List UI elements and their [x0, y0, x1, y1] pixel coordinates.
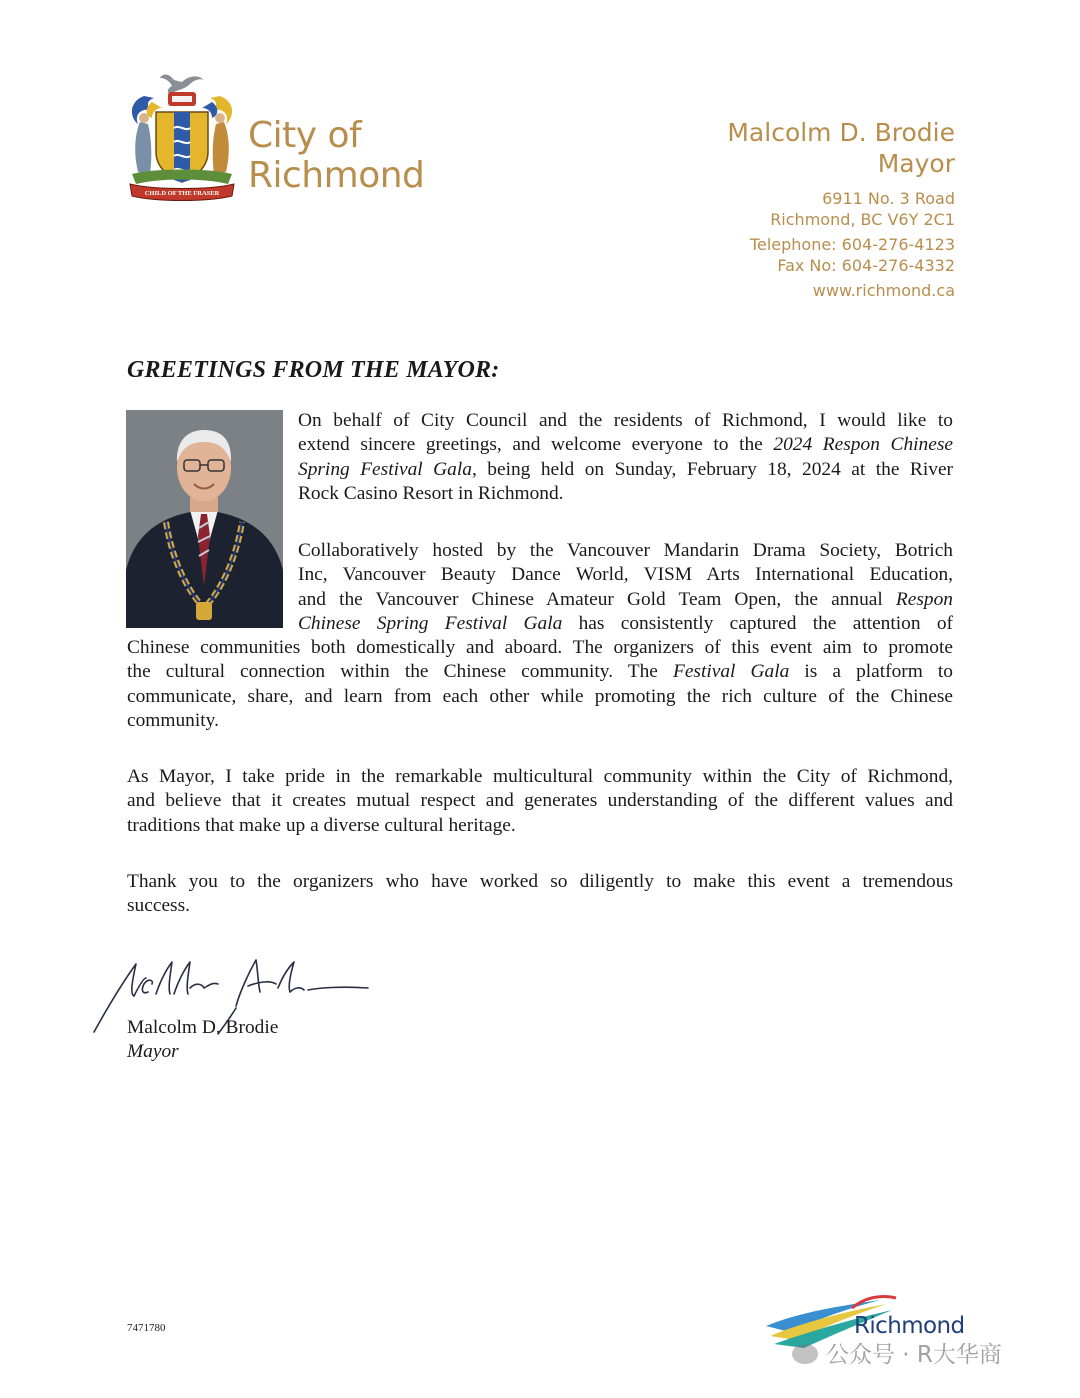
event-name-italic: 2024 Respon Chinese	[773, 434, 953, 456]
website-link[interactable]: www.richmond.ca	[812, 281, 955, 300]
p2-line-2: Inc, Vancouver Beauty Dance World, VISM Arts International Education,	[298, 564, 953, 586]
event-name-italic: Spring Festival Gala	[298, 458, 472, 480]
p2-line-1: Collaboratively hosted by the Vancouver Mandarin Drama Society, Botrich	[298, 540, 953, 561]
p1-line-2: extend sincere greetings, and welcome everyone to the 2024 Respon Chinese	[298, 434, 953, 456]
event-name-italic: Chinese Spring Festival Gala	[298, 613, 563, 635]
p3-line-1: As Mayor, I take pride in the remarkable multicultural community within the City of Richmond,	[127, 766, 953, 787]
p1-line-1: On behalf of City Council and the residents of Richmond, I would like to	[298, 410, 953, 431]
letter-heading: GREETINGS FROM THE MAYOR:	[127, 357, 500, 383]
mayor-portrait-photo	[126, 410, 283, 628]
richmond-logo-wordmark: Richmond	[854, 1313, 965, 1339]
signoff-name: Malcolm D. Brodie	[127, 1017, 279, 1038]
p3-line-2: and believe that it creates mutual respect and generates understanding of the different values and	[127, 790, 953, 812]
crest-motto: CHILD OF THE FRASER	[144, 190, 220, 197]
social-watermark	[792, 1340, 1002, 1370]
city-name-wordmark	[248, 116, 424, 196]
signoff-title: Mayor	[127, 1041, 179, 1062]
paragraph-greeting	[298, 409, 953, 507]
paragraph-hosts-lower	[127, 636, 953, 734]
office-holder-title: Mayor	[877, 149, 955, 178]
p2-line-3: and the Vancouver Chinese Amateur Gold Team Open, the annual Respon	[298, 588, 953, 610]
wechat-icon	[792, 1344, 818, 1364]
paragraph-thanks	[127, 870, 953, 919]
p2-line-4: Chinese Spring Festival Gala has consistently captured the attention of	[298, 613, 953, 635]
p1-line-4: Rock Casino Resort in Richmond.	[298, 483, 564, 505]
address-line-2: Richmond, BC V6Y 2C1	[770, 209, 955, 229]
telephone-number: Telephone: 604-276-4123	[749, 235, 955, 254]
city-name-line1: City of	[248, 115, 362, 156]
city-name-line2: Richmond	[248, 155, 425, 196]
p2-line-5: Chinese communities both domestically and aboard. The organizers of this event aim to promote	[127, 637, 953, 658]
event-name-italic: Festival Gala	[672, 661, 790, 683]
paragraph-multicultural	[127, 765, 953, 838]
city-crest-logo	[124, 66, 240, 202]
office-holder-name: Malcolm D. Brodie	[727, 118, 955, 147]
event-name-italic: Respon	[895, 588, 953, 610]
p4-line-1: Thank you to the organizers who have worked so diligently to make this event a tremendous	[127, 871, 953, 892]
p3-line-3: traditions that make up a diverse cultural heritage.	[127, 814, 516, 836]
p4-line-2: success.	[127, 895, 191, 917]
p2-line-6: the cultural connection within the Chinese community. The Festival Gala is a platform to	[127, 661, 953, 683]
watermark-text: 公众号 · R大华商	[826, 1342, 1002, 1368]
document-number: 7471780	[127, 1322, 166, 1334]
p1-line-3: Spring Festival Gala, being held on Sunday, February 18, 2024 at the River	[298, 458, 954, 480]
paragraph-hosts-upper	[298, 539, 953, 637]
p2-line-8: community.	[127, 710, 219, 732]
address-line-1: 6911 No. 3 Road	[822, 189, 955, 208]
mayor-office-contact	[727, 117, 955, 302]
p2-line-7: communicate, share, and learn from each other while promoting the rich culture of the Chinese	[127, 685, 953, 707]
fax-number: Fax No: 604-276-4332	[777, 255, 955, 275]
